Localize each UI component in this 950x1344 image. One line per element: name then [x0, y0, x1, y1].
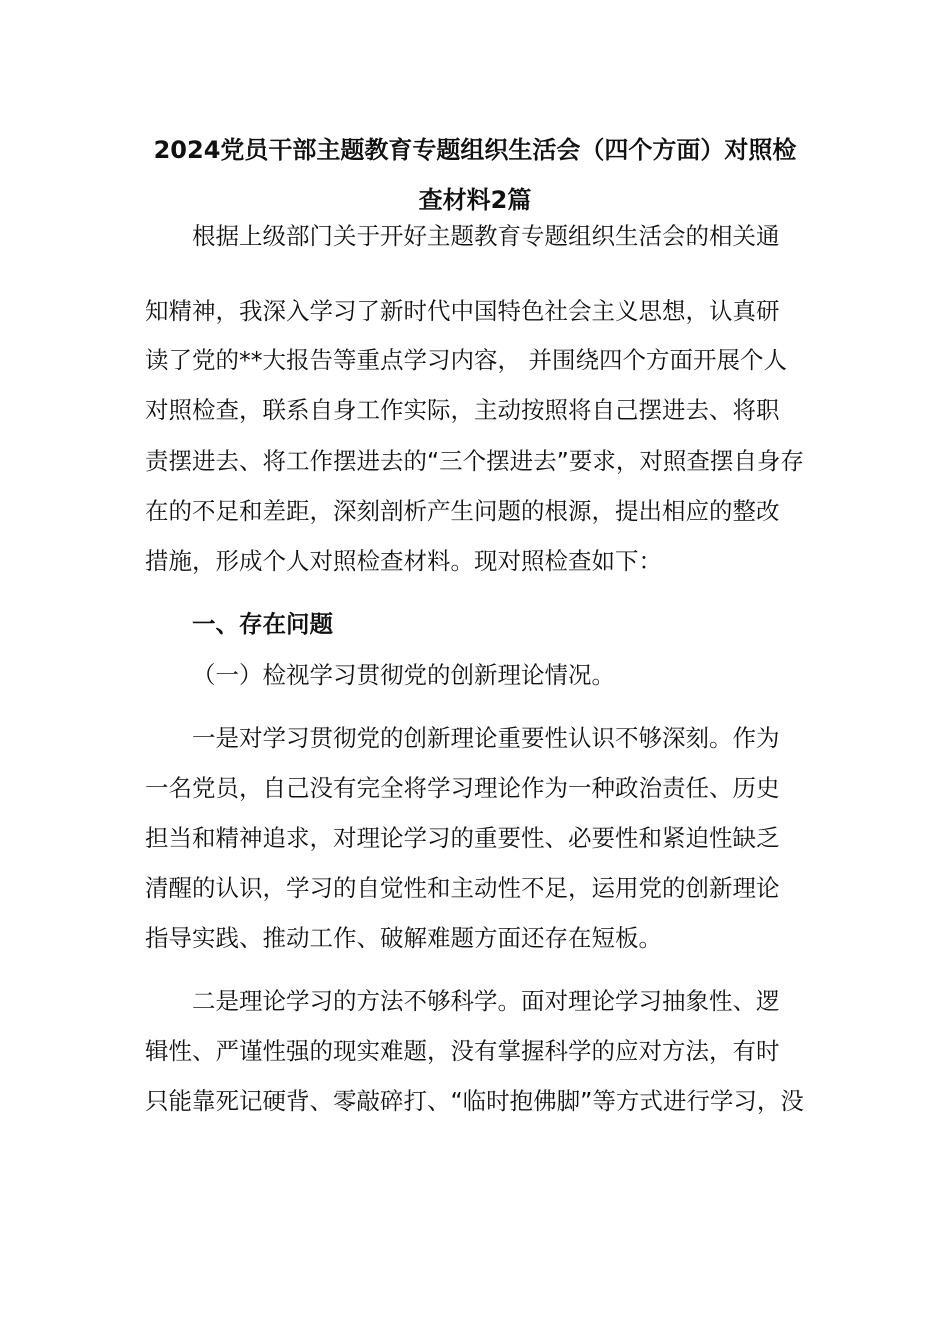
- document-title-line-1: 2024党员干部主题教育专题组织生活会（四个方面）对照检: [153, 136, 797, 164]
- paragraph-line: 担当和精神追求，对理论学习的重要性、必要性和紧迫性缺乏: [145, 824, 780, 852]
- intro-line: 对照检查，联系自身工作实际，主动按照将自己摆进去、将职: [145, 396, 780, 424]
- paragraph-line: 只能靠死记硬背、零敲碎打、“临时抱佛脚”等方式进行学习，没: [145, 1087, 804, 1115]
- intro-line: 在的不足和差距，深刻剖析产生问题的根源，提出相应的整改: [145, 497, 780, 525]
- intro-line: 读了党的**大报告等重点学习内容， 并围绕四个方面开展个人: [145, 346, 787, 374]
- intro-line: 根据上级部门关于开好主题教育专题组织生活会的相关通: [192, 222, 780, 250]
- paragraph-line: 指导实践、推动工作、破解难题方面还存在短板。: [145, 924, 662, 952]
- section-heading: 一、存在问题: [192, 610, 333, 638]
- paragraph-line: 辑性、严谨性强的现实难题，没有掌握科学的应对方法，有时: [145, 1037, 780, 1065]
- paragraph-line: 清醒的认识，学习的自觉性和主动性不足，运用党的创新理论: [145, 874, 780, 902]
- document-title-line-2: 查材料2篇: [418, 186, 532, 214]
- intro-line: 措施，形成个人对照检查材料。现对照检查如下：: [145, 547, 662, 575]
- paragraph-line: 一名党员，自己没有完全将学习理论作为一种政治责任、历史: [145, 774, 780, 802]
- paragraph-line: 一是对学习贯彻党的创新理论重要性认识不够深刻。作为: [192, 724, 780, 752]
- subsection-heading: （一）检视学习贯彻党的创新理论情况。: [192, 661, 615, 689]
- intro-line: 责摆进去、将工作摆进去的“三个摆进去”要求，对照查摆自身存: [145, 447, 804, 475]
- paragraph-line: 二是理论学习的方法不够科学。面对理论学习抽象性、逻: [192, 987, 780, 1015]
- intro-line: 知精神，我深入学习了新时代中国特色社会主义思想，认真研: [145, 297, 780, 325]
